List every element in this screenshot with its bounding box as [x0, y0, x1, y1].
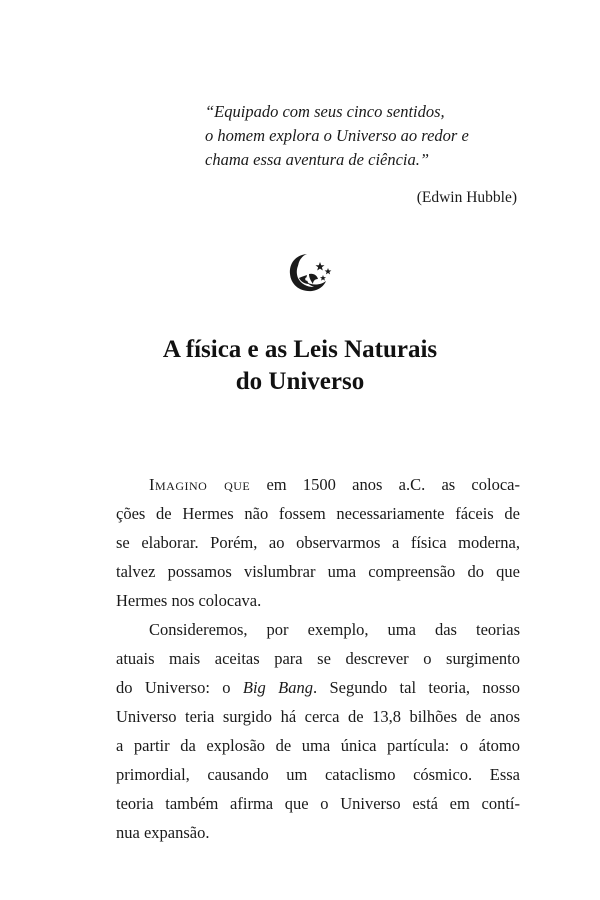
text-fragment: do Universo: o — [116, 678, 243, 697]
chapter-title-line: do Universo — [235, 368, 365, 395]
paragraph-1 — [116, 470, 520, 615]
body-text — [116, 470, 520, 847]
lead-in-smallcaps: Imagino que — [149, 475, 251, 494]
text-fragment: . Segundo tal teoria, nosso — [312, 678, 520, 697]
text-line: atuais mais aceitas para se descrever o surgimento — [116, 649, 520, 668]
epigraph-line: o homem explora o Universo ao redor e — [205, 126, 469, 145]
epigraph-source: (Edwin Hubble) — [416, 189, 517, 206]
chapter-title-line: A física e as Leis Naturais — [162, 336, 438, 363]
text-line: Consideremos, por exemplo, uma das teorias — [149, 620, 520, 639]
epigraph-quote — [205, 100, 517, 172]
text-fragment: em 1500 anos a.C. as coloca- — [250, 475, 520, 494]
text-line: se elaborar. Porém, ao observarmos a física moderna, — [116, 533, 520, 552]
text-line: nua expansão. — [116, 823, 210, 842]
epigraph-line: chama essa aventura de ciência.” — [205, 150, 430, 169]
text-line: ções de Hermes não fossem necessariamente fáceis de — [116, 504, 520, 523]
text-line: a partir da explosão de uma única partícula: o átomo — [116, 736, 520, 755]
text-line: Universo teria surgido há cerca de 13,8 bilhões de anos — [116, 707, 520, 726]
text-line: Hermes nos colocava. — [116, 591, 262, 610]
emphasis-big-bang: Big Bang — [242, 678, 313, 697]
crescent-moon-stars-ornament-icon — [285, 248, 335, 296]
paragraph-2 — [116, 615, 520, 847]
epigraph-line: “Equipado com seus cinco sentidos, — [205, 102, 445, 121]
text-line — [116, 470, 520, 499]
text-line: primordial, causando um cataclismo cósmico. Essa — [116, 765, 520, 784]
chapter-title — [0, 334, 600, 398]
epigraph — [205, 100, 517, 208]
text-line: teoria também afirma que o Universo está em contí- — [116, 794, 520, 813]
text-line: talvez possamos vislumbrar uma compreensão do que — [116, 562, 520, 581]
text-line — [116, 673, 520, 702]
